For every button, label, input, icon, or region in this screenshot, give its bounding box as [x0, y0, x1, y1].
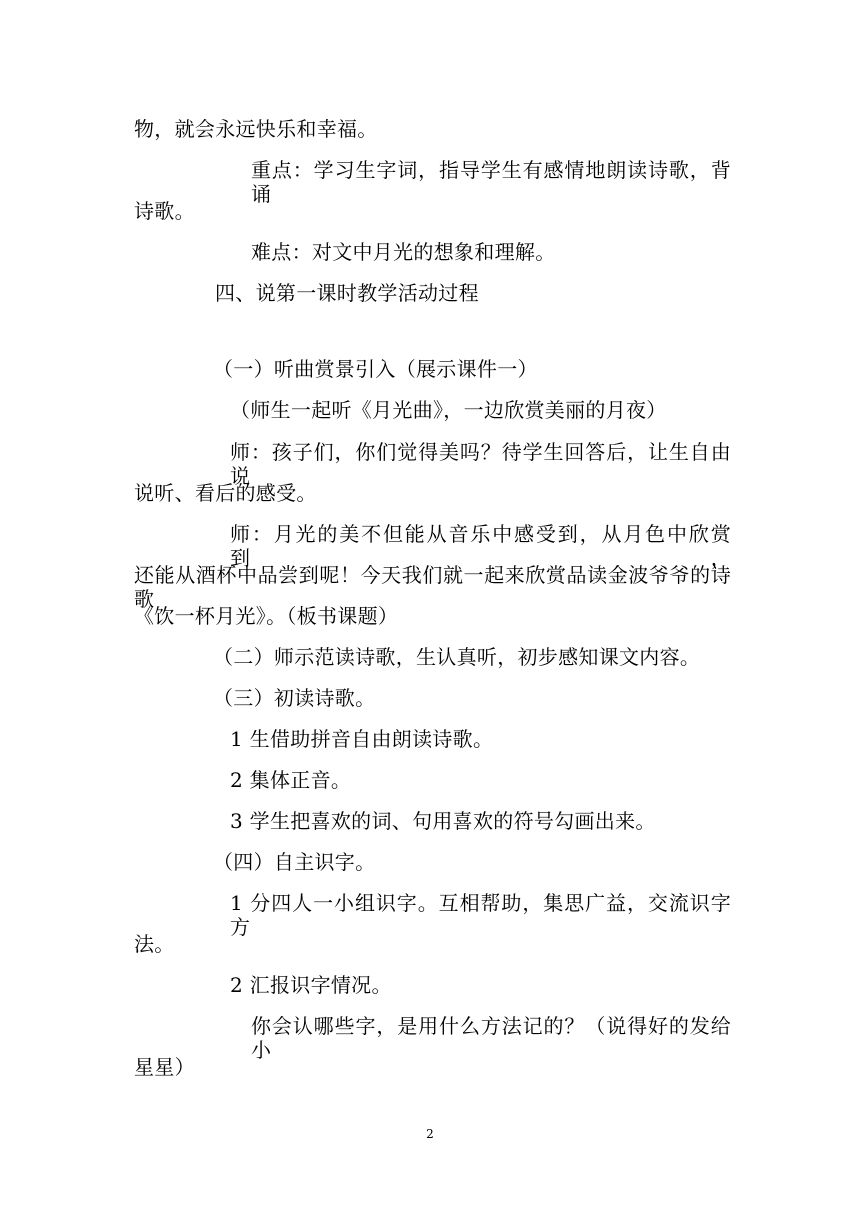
text-line-23: 星星） — [134, 1055, 195, 1079]
text-line-16: 2 集体正音。 — [230, 768, 352, 792]
text-line-18: （四）自主识字。 — [213, 850, 376, 874]
text-line-21: 2 汇报识字情况。 — [230, 973, 392, 997]
text-line-13: （二）师示范读诗歌，生认真听，初步感知课文内容。 — [213, 645, 701, 669]
text-line-11: 还能从酒杯中品尝到呢！今天我们就一起来欣赏品读金波爷爷的诗歌 — [134, 563, 731, 611]
page-number: 2 — [426, 1127, 434, 1141]
text-line-8: 师：孩子们，你们觉得美吗？待学生回答后，让生自由说 — [230, 440, 731, 488]
text-line-1: 物，就会永远快乐和幸福。 — [134, 117, 378, 141]
section-heading: 四、说第一课时教学活动过程 — [215, 281, 479, 305]
text-line-14: （三）初读诗歌。 — [213, 686, 376, 710]
text-line-9: 说听、看后的感受。 — [134, 481, 317, 505]
text-line-12: 《饮一杯月光》。（板书课题） — [134, 604, 399, 628]
text-line-17: 3 学生把喜欢的词、句用喜欢的符号勾画出来。 — [230, 809, 656, 833]
text-line-4: 难点：对文中月光的想象和理解。 — [251, 240, 556, 264]
text-line-19: 1 分四人一小组识字。互相帮助，集思广益，交流识字方 — [230, 891, 731, 939]
text-line-6: （一）听曲赏景引入（展示课件一） — [213, 357, 538, 381]
text-line-15: 1 生借助拼音自由朗读诗歌。 — [230, 727, 494, 751]
text-line-20: 法。 — [134, 932, 175, 956]
text-line-22: 你会认哪些字，是用什么方法记的？（说得好的发给小 — [251, 1014, 731, 1062]
text-line-2: 重点：学习生字词，指导学生有感情地朗读诗歌，背诵 — [251, 158, 731, 206]
text-line-10: 师：月光的美不但能从音乐中感受到，从月色中欣赏到， — [230, 522, 731, 570]
text-line-3: 诗歌。 — [134, 199, 195, 223]
text-line-7: （师生一起听《月光曲》，一边欣赏美丽的月夜） — [230, 398, 667, 422]
